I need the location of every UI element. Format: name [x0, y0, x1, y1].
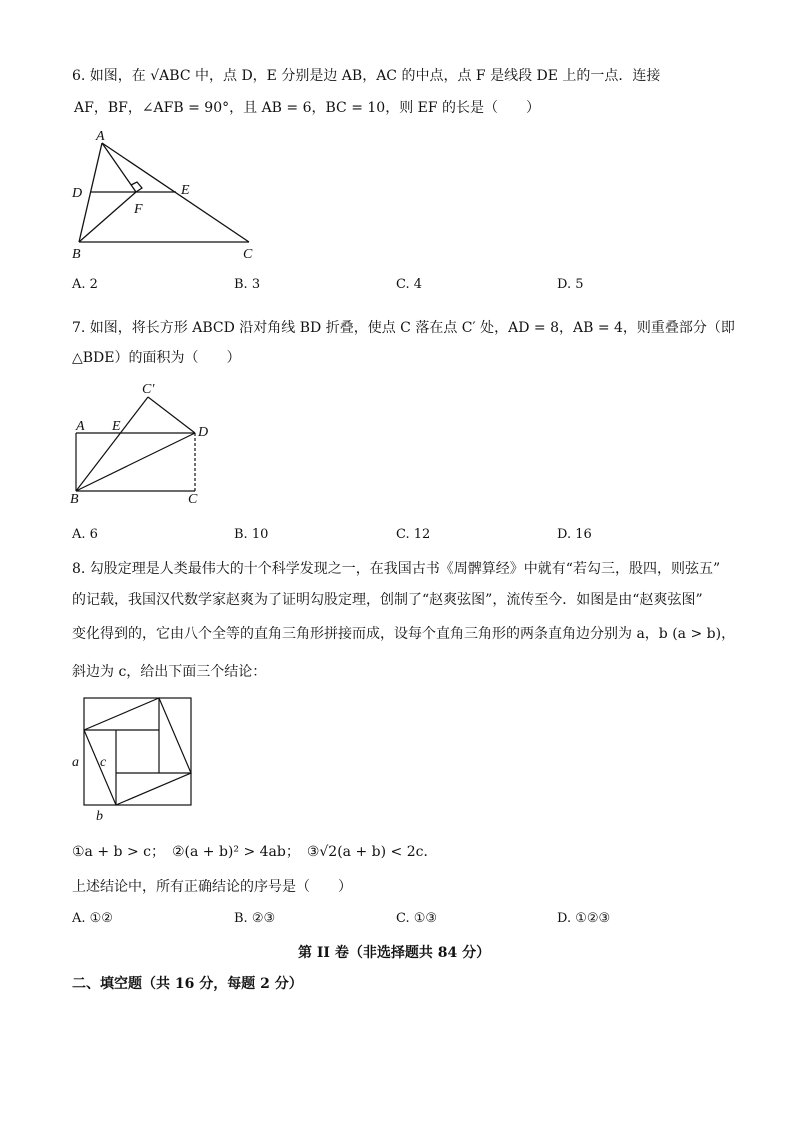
q7-option-a[interactable]: A. 6	[72, 527, 98, 542]
q6-stem-line1: 6. 如图，在 √ABC 中，点 D，E 分别是边 AB，AC 的中点，点 F 是线段 DE 上的一点．连接	[72, 68, 661, 84]
q7-segment-bc-prime	[76, 397, 148, 491]
q8-conclusions: ①a + b > c； ②(a + b)² > 4ab； ③√2(a + b) < 2c．	[72, 844, 438, 860]
q8-stem-line1: 8. 勾股定理是人类最伟大的十个科学发现之一，在我国古书《周髀算经》中就有“若勾三，股四，则弦五”	[72, 561, 721, 577]
q6-label-a: A	[96, 129, 105, 144]
q8-option-a[interactable]: A. ①②	[72, 911, 113, 926]
q7-stem-line1: 7. 如图，将长方形 ABCD 沿对角线 BD 折叠，使点 C 落在点 C′ 处，AD = 8，AB = 4，则重叠部分（即	[72, 320, 735, 336]
q7-label-b: B	[70, 492, 79, 507]
q7-label-a: A	[76, 419, 85, 434]
q7-label-d: D	[198, 425, 209, 440]
q8-stem-line2: 的记载，我国汉代数学家赵爽为了证明勾股定理，创制了“赵爽弦图”，流传至今．如图是由“赵爽弦图”	[72, 592, 703, 608]
q7-label-c: C	[188, 492, 198, 507]
q6-option-a[interactable]: A. 2	[72, 277, 98, 292]
q8-label-c: c	[100, 755, 107, 770]
q8-label-a: a	[72, 755, 79, 770]
q8-label-b: b	[96, 809, 103, 824]
q7-rectangle-figure	[60, 378, 230, 513]
q8-tilted-square	[84, 698, 191, 805]
q6-option-d[interactable]: D. 5	[557, 277, 584, 292]
q7-diagonal-bd	[76, 433, 195, 491]
q7-stem-line2: △BDE）的面积为（ ）	[72, 350, 241, 366]
q7-option-d[interactable]: D. 16	[557, 527, 592, 542]
q6-label-f: F	[134, 202, 143, 217]
part-2-heading: 二、填空题（共 16 分，每题 2 分）	[72, 976, 303, 992]
q6-label-b: B	[72, 247, 81, 262]
q8-stem-line3: 变化得到的，它由八个全等的直角三角形拼接而成，设每个直角三角形的两条直角边分别为 a，b (a > b)，	[72, 626, 736, 642]
q6-label-c: C	[243, 247, 253, 262]
q8-option-b[interactable]: B. ②③	[234, 911, 276, 926]
q8-question: 上述结论中，所有正确结论的序号是（ ）	[72, 879, 352, 895]
q6-option-c[interactable]: C. 4	[396, 277, 423, 292]
section-2-title: 第 II 卷（非选择题共 84 分）	[298, 945, 491, 961]
q7-option-c[interactable]: C. 12	[396, 527, 431, 542]
q6-label-d: D	[72, 186, 83, 201]
q7-label-c-prime: C′	[142, 382, 155, 397]
q6-label-e: E	[181, 183, 190, 198]
q8-outer-square	[84, 698, 191, 805]
q7-segment-c-prime-d	[148, 397, 195, 433]
q6-segment-bf	[79, 192, 136, 242]
q8-stem-line4: 斜边为 c，给出下面三个结论：	[72, 664, 267, 680]
q7-option-b[interactable]: B. 10	[234, 527, 269, 542]
q6-option-b[interactable]: B. 3	[234, 277, 261, 292]
q6-triangle-figure	[60, 125, 280, 265]
q8-zhao-shuang-figure	[66, 690, 201, 825]
q8-option-d[interactable]: D. ①②③	[557, 911, 611, 926]
q7-label-e: E	[112, 419, 121, 434]
q8-option-c[interactable]: C. ①③	[396, 911, 438, 926]
q6-stem-line2: AF，BF，∠AFB = 90°，且 AB = 6，BC = 10，则 EF 的长是（ ）	[74, 100, 541, 116]
